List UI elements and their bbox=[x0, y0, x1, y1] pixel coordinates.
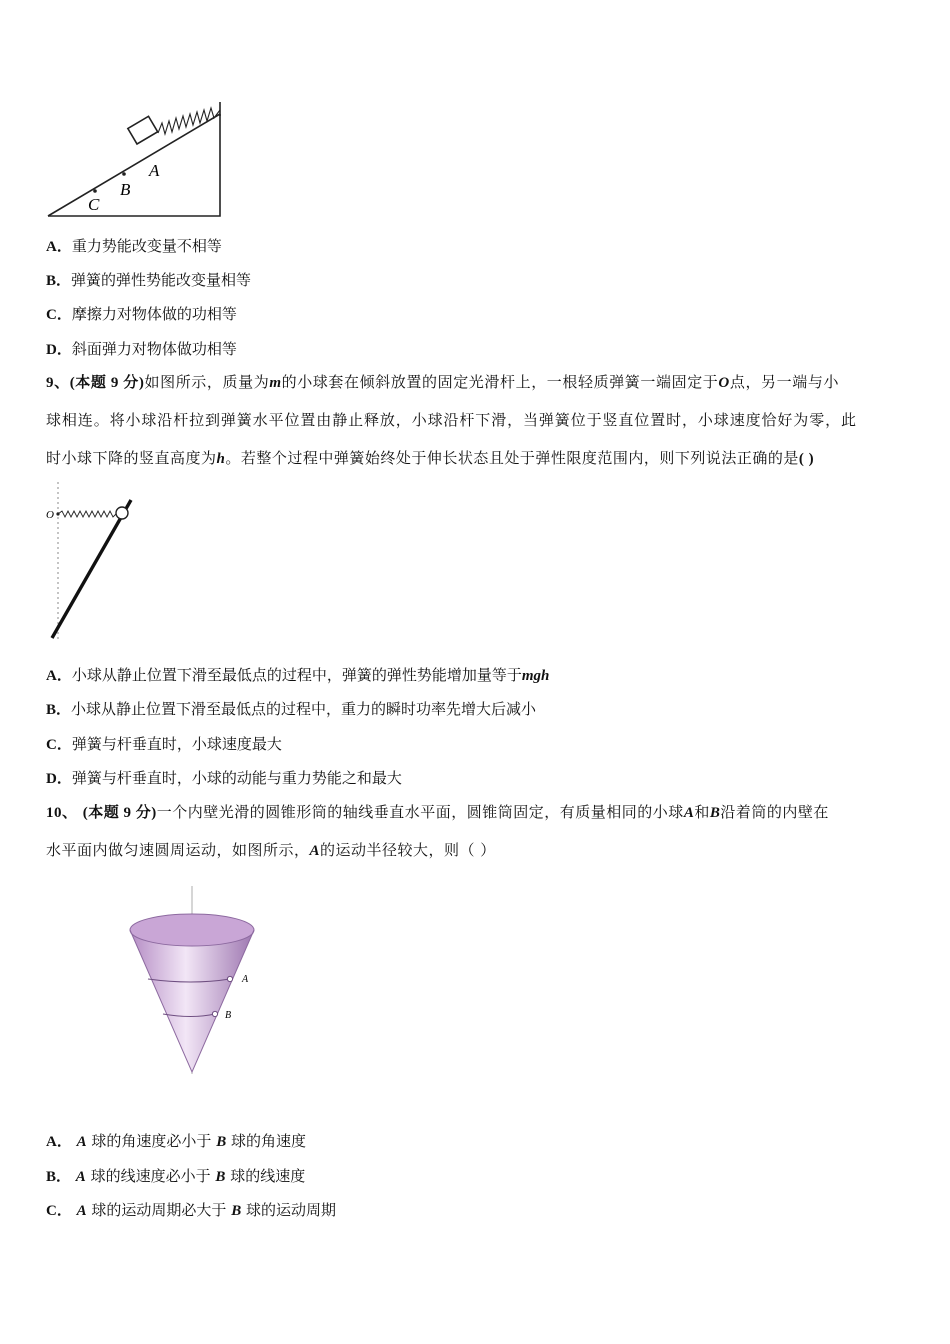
option-text: 弹簧与杆垂直时，小球的动能与重力势能之和最大 bbox=[71, 769, 402, 787]
q8-option-b bbox=[46, 270, 251, 291]
option-letter: C． bbox=[46, 307, 72, 323]
q8-option-c bbox=[46, 304, 237, 325]
option-letter: B． bbox=[46, 273, 72, 289]
math-m: m bbox=[269, 375, 282, 391]
stem-text: 时小球下降的竖直高度为 bbox=[46, 449, 217, 467]
option-math: A bbox=[76, 1203, 87, 1219]
stem-text: 如图所示，质量为 bbox=[144, 373, 270, 391]
question-points: (本题 9 分) bbox=[69, 375, 145, 391]
figure1-label-c: C bbox=[88, 195, 100, 214]
option-letter: D． bbox=[46, 342, 72, 358]
q9-option-a bbox=[46, 665, 549, 686]
q9-option-b bbox=[46, 699, 536, 720]
figure1-label-a: A bbox=[149, 161, 160, 180]
stem-text: 。若整个过程中弹簧始终处于伸长状态且处于弹性限度范围内，则下列说法正确的是 bbox=[225, 449, 799, 467]
q9-stem-line2 bbox=[46, 410, 908, 430]
q9-option-d bbox=[46, 768, 402, 789]
figure3-label-b: B bbox=[225, 1010, 232, 1021]
q10-option-a bbox=[46, 1131, 306, 1152]
option-math: mgh bbox=[521, 668, 550, 684]
q9-stem-line3 bbox=[46, 448, 908, 469]
math-a: A bbox=[309, 843, 321, 859]
incline-spring-figure bbox=[44, 96, 229, 220]
q10-option-c bbox=[46, 1200, 336, 1221]
figure2-label-o: O bbox=[46, 509, 54, 521]
cone-figure bbox=[124, 884, 264, 1078]
stem-text: 和 bbox=[694, 803, 710, 821]
option-text: 弹簧的弹性势能改变量相等 bbox=[71, 271, 252, 289]
option-text: 小球从静止位置下滑至最低点的过程中，弹簧的弹性势能增加量等于 bbox=[71, 666, 522, 684]
question-number: 10、 bbox=[46, 805, 78, 821]
option-letter: A． bbox=[46, 239, 72, 255]
q8-option-a bbox=[46, 236, 222, 257]
stem-text: 点，另一端与小 bbox=[729, 373, 840, 391]
stem-text: 的运动半径较大，则（ ） bbox=[320, 841, 496, 859]
math-o: O bbox=[718, 375, 730, 391]
option-math: B bbox=[215, 1169, 226, 1185]
option-text: 球的角速度必小于 bbox=[91, 1132, 212, 1150]
option-text: 摩擦力对物体做的功相等 bbox=[71, 305, 237, 323]
rod-spring-figure bbox=[44, 480, 144, 644]
q9-option-c bbox=[46, 734, 282, 755]
math-h: h bbox=[216, 451, 226, 467]
option-letter: D． bbox=[46, 771, 72, 787]
q10-stem-line1 bbox=[46, 802, 908, 823]
option-letter: A． bbox=[46, 668, 72, 684]
stem-text: 水平面内做匀速圆周运动，如图所示， bbox=[46, 841, 310, 859]
option-math: A bbox=[76, 1134, 87, 1150]
option-math: A bbox=[75, 1169, 86, 1185]
option-text: 小球从静止位置下滑至最低点的过程中，重力的瞬时功率先增大后减小 bbox=[71, 700, 537, 718]
stem-text: 一个内壁光滑的圆锥形筒的轴线垂直水平面，圆锥筒固定，有质量相同的小球 bbox=[156, 803, 684, 821]
question-number: 9、 bbox=[46, 375, 70, 391]
option-text: 球的运动周期必大于 bbox=[91, 1201, 227, 1219]
q9-stem-line1 bbox=[46, 372, 908, 393]
option-math: B bbox=[216, 1134, 227, 1150]
figure3-label-a: A bbox=[242, 974, 249, 985]
option-text: 斜面弹力对物体做功相等 bbox=[71, 340, 237, 358]
option-text: 弹簧与杆垂直时，小球速度最大 bbox=[71, 735, 282, 753]
stem-text: 球相连。将小球沿杆拉到弹簧水平位置由静止释放，小球沿杆下滑，当弹簧位于竖直位置时，小球速度恰好为零，此 bbox=[46, 411, 857, 429]
figure1-label-b: B bbox=[120, 180, 131, 199]
option-letter: C． bbox=[46, 737, 72, 753]
answer-paren: ( ) bbox=[798, 451, 815, 467]
option-math: B bbox=[231, 1203, 242, 1219]
option-letter: B． bbox=[46, 702, 72, 718]
stem-text: 的小球套在倾斜放置的固定光滑杆上，一根轻质弹簧一端固定于 bbox=[281, 373, 719, 391]
q8-option-d bbox=[46, 339, 237, 360]
stem-text: 沿着筒的内壁在 bbox=[720, 803, 829, 821]
option-letter: B． bbox=[46, 1169, 72, 1185]
math-b: B bbox=[709, 805, 721, 821]
option-text: 球的角速度 bbox=[231, 1132, 307, 1150]
option-letter: A． bbox=[46, 1134, 72, 1150]
q10-stem-line2 bbox=[46, 840, 908, 861]
option-letter: C． bbox=[46, 1203, 72, 1219]
option-text: 球的线速度必小于 bbox=[90, 1167, 211, 1185]
question-points: (本题 9 分) bbox=[82, 805, 157, 821]
option-text: 球的运动周期 bbox=[246, 1201, 337, 1219]
option-text: 重力势能改变量不相等 bbox=[71, 237, 222, 255]
q10-option-b bbox=[46, 1166, 305, 1187]
math-a: A bbox=[683, 805, 695, 821]
option-text: 球的线速度 bbox=[230, 1167, 306, 1185]
